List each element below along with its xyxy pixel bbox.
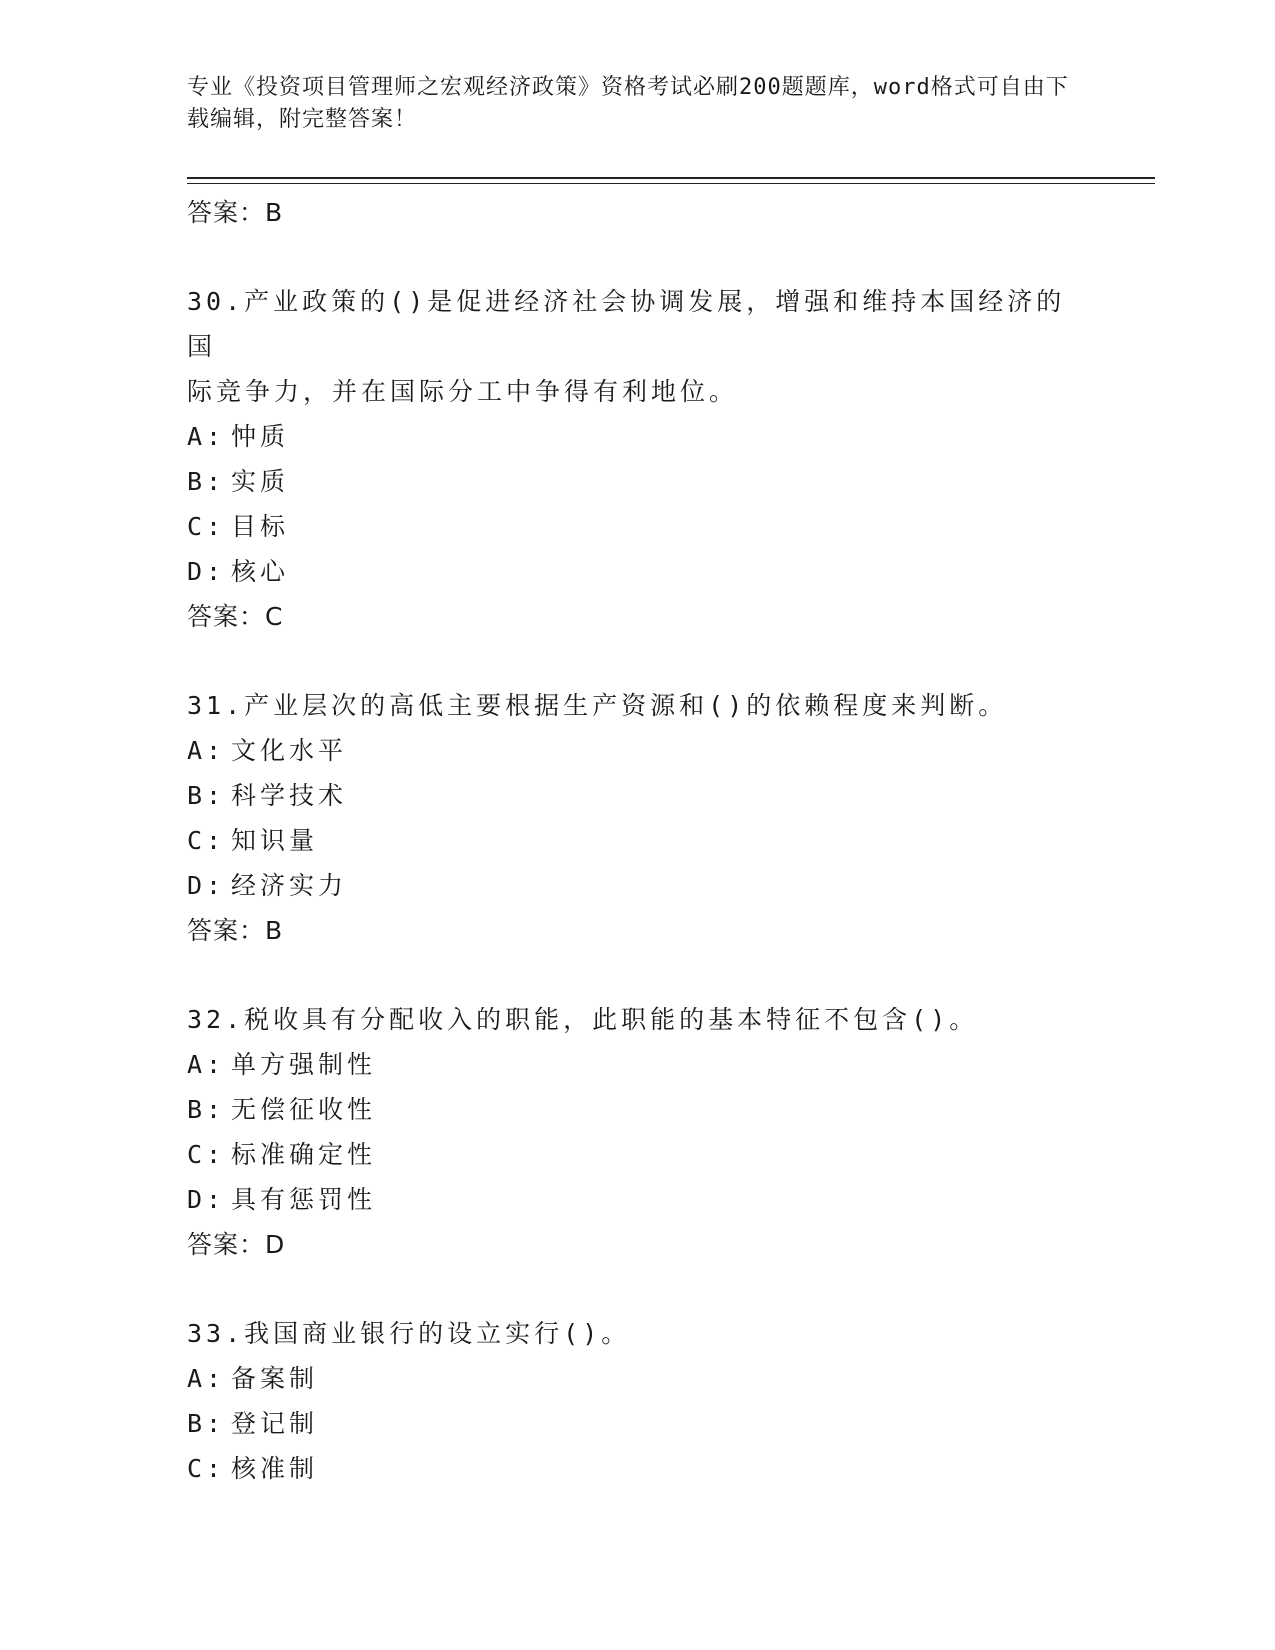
- option-letter: B:: [187, 1095, 226, 1124]
- option-d: [187, 549, 1087, 594]
- question-stem: 33.我国商业银行的设立实行()。: [187, 1319, 631, 1348]
- spacer: [187, 1267, 1087, 1311]
- option-text: 核心: [231, 557, 290, 586]
- option-text: 知识量: [231, 826, 319, 855]
- option-a: [187, 1356, 1087, 1401]
- option-letter: C:: [187, 826, 226, 855]
- option-letter: D:: [187, 557, 226, 586]
- question-block: [187, 279, 1087, 639]
- option-letter: A:: [187, 1050, 226, 1079]
- option-text: 经济实力: [231, 871, 348, 900]
- question-block: [187, 1311, 1087, 1491]
- page-header: 专业《投资项目管理师之宏观经济政策》资格考试必刷200题题库，word格式可自由下载编辑，附完整答案！: [187, 75, 1069, 132]
- header-divider-thick: [187, 177, 1155, 179]
- option-letter: B:: [187, 1409, 226, 1438]
- option-b: [187, 1087, 1087, 1132]
- option-text: 标准确定性: [231, 1140, 377, 1169]
- option-b: [187, 773, 1087, 818]
- option-letter: A:: [187, 736, 226, 765]
- option-text: 忡质: [231, 422, 290, 451]
- option-text: 目标: [231, 512, 290, 541]
- option-letter: A:: [187, 422, 226, 451]
- option-text: 单方强制性: [231, 1050, 377, 1079]
- option-letter: D:: [187, 871, 226, 900]
- option-letter: C:: [187, 512, 226, 541]
- option-letter: A:: [187, 1364, 226, 1393]
- question-list: [187, 190, 1087, 1491]
- answer-line: 答案：D: [187, 1230, 286, 1259]
- spacer: [187, 639, 1087, 683]
- spacer: [187, 235, 1087, 279]
- option-a: [187, 1042, 1087, 1087]
- option-letter: D:: [187, 1185, 226, 1214]
- option-text: 核准制: [231, 1454, 319, 1483]
- option-text: 登记制: [231, 1409, 319, 1438]
- question-stem: 30.产业政策的()是促进经济社会协调发展，增强和维持本国经济的国: [187, 287, 1066, 361]
- option-text: 科学技术: [231, 781, 348, 810]
- option-b: [187, 459, 1087, 504]
- option-b: [187, 1401, 1087, 1446]
- question-stem: 31.产业层次的高低主要根据生产资源和()的依赖程度来判断。: [187, 691, 1008, 720]
- header-divider-thin: [187, 183, 1155, 184]
- option-c: [187, 504, 1087, 549]
- option-a: [187, 414, 1087, 459]
- option-letter: C:: [187, 1454, 226, 1483]
- option-d: [187, 1177, 1087, 1222]
- answer-line: 答案：B: [187, 916, 284, 945]
- option-c: [187, 1446, 1087, 1491]
- option-letter: B:: [187, 781, 226, 810]
- question-block: [187, 997, 1087, 1267]
- question-stem-continued: 际竞争力，并在国际分工中争得有利地位。: [187, 377, 739, 406]
- option-text: 具有惩罚性: [231, 1185, 377, 1214]
- option-text: 实质: [231, 467, 290, 496]
- option-text: 备案制: [231, 1364, 319, 1393]
- option-c: [187, 1132, 1087, 1177]
- option-text: 文化水平: [231, 736, 348, 765]
- option-d: [187, 863, 1087, 908]
- question-block: [187, 683, 1087, 953]
- answer-line: 答案：B: [187, 198, 284, 227]
- option-text: 无偿征收性: [231, 1095, 377, 1124]
- option-a: [187, 728, 1087, 773]
- option-letter: B:: [187, 467, 226, 496]
- spacer: [187, 953, 1087, 997]
- question-stem: 32.税收具有分配收入的职能，此职能的基本特征不包含()。: [187, 1005, 979, 1034]
- answer-line: 答案：C: [187, 602, 284, 631]
- option-letter: C:: [187, 1140, 226, 1169]
- option-c: [187, 818, 1087, 863]
